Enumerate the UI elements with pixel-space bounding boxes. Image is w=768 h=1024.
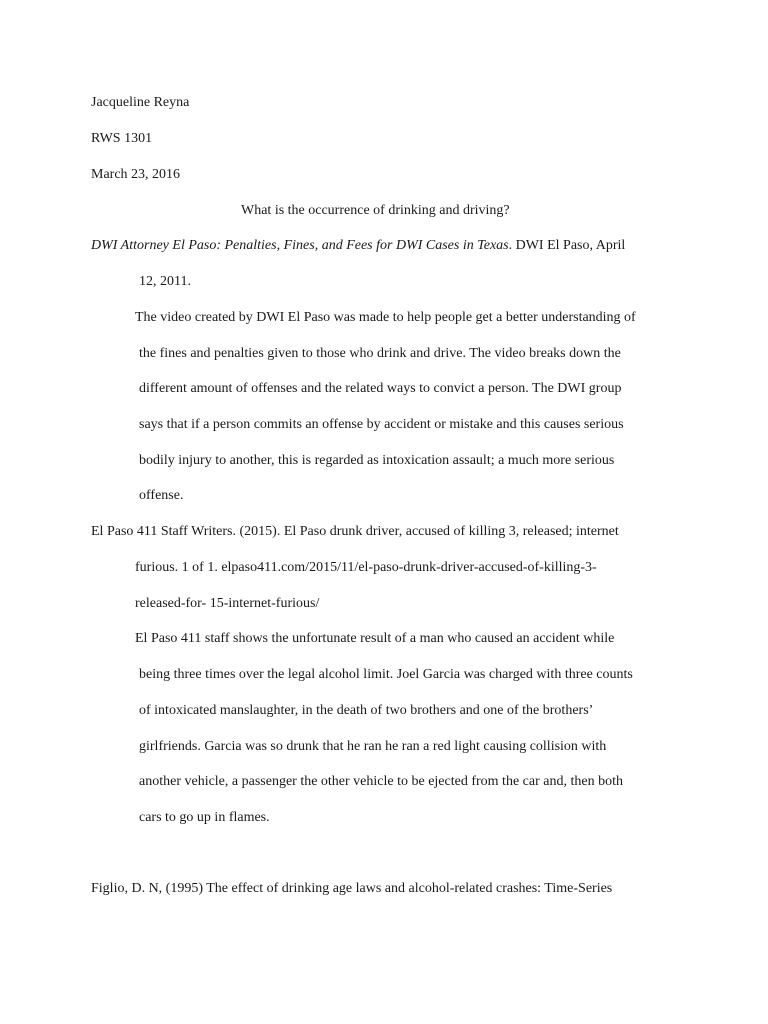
summary-2-line-5: another vehicle, a passenger the other vehicle to be ejected from the car and, then both [139, 774, 623, 789]
author-name: Jacqueline Reyna [91, 95, 190, 110]
citation-1-line-2: 12, 2011. [139, 274, 191, 289]
page-title: What is the occurrence of drinking and driving? [241, 203, 510, 218]
summary-2-line-3: of intoxicated manslaughter, in the death of two brothers and one of the brothers’ [139, 703, 594, 718]
summary-1-line-4: says that if a person commits an offense by accident or mistake and this causes serious [139, 417, 624, 432]
citation-1-title: DWI Attorney El Paso: Penalties, Fines, and Fees for DWI Cases in Texas [91, 238, 509, 253]
summary-2-line-2: being three times over the legal alcohol limit. Joel Garcia was charged with three counts [139, 667, 633, 682]
citation-3-line-1: Figlio, D. N, (1995) The effect of drinking age laws and alcohol-related crashes: Time-Series [91, 881, 613, 896]
summary-1-line-3: different amount of offenses and the related ways to convict a person. The DWI group [139, 381, 622, 396]
summary-1-line-2: the fines and penalties given to those who drink and drive. The video breaks down the [139, 346, 621, 361]
summary-1-line-6: offense. [139, 488, 184, 503]
summary-1-line-1: The video created by DWI El Paso was made to help people get a better understanding of [135, 310, 636, 325]
document-date: March 23, 2016 [91, 167, 181, 182]
citation-1-line-1 [91, 237, 625, 255]
summary-1-line-5: bodily injury to another, this is regarded as intoxication assault; a much more serious [139, 453, 615, 468]
summary-2-line-6: cars to go up in flames. [139, 810, 270, 825]
summary-2-line-4: girlfriends. Garcia was so drunk that he ran he ran a red light causing collision with [139, 739, 607, 754]
summary-2-line-1: El Paso 411 staff shows the unfortunate result of a man who caused an accident while [135, 631, 615, 646]
citation-2-line-1: El Paso 411 Staff Writers. (2015). El Paso drunk driver, accused of killing 3, released; internet [91, 524, 619, 539]
citation-1-source: . DWI El Paso, April [508, 238, 626, 253]
citation-2-line-3: released-for- 15-internet-furious/ [135, 596, 320, 611]
course-code: RWS 1301 [91, 131, 153, 146]
citation-2-line-2: furious. 1 of 1. elpaso411.com/2015/11/el-paso-drunk-driver-accused-of-killing-3- [135, 560, 597, 575]
